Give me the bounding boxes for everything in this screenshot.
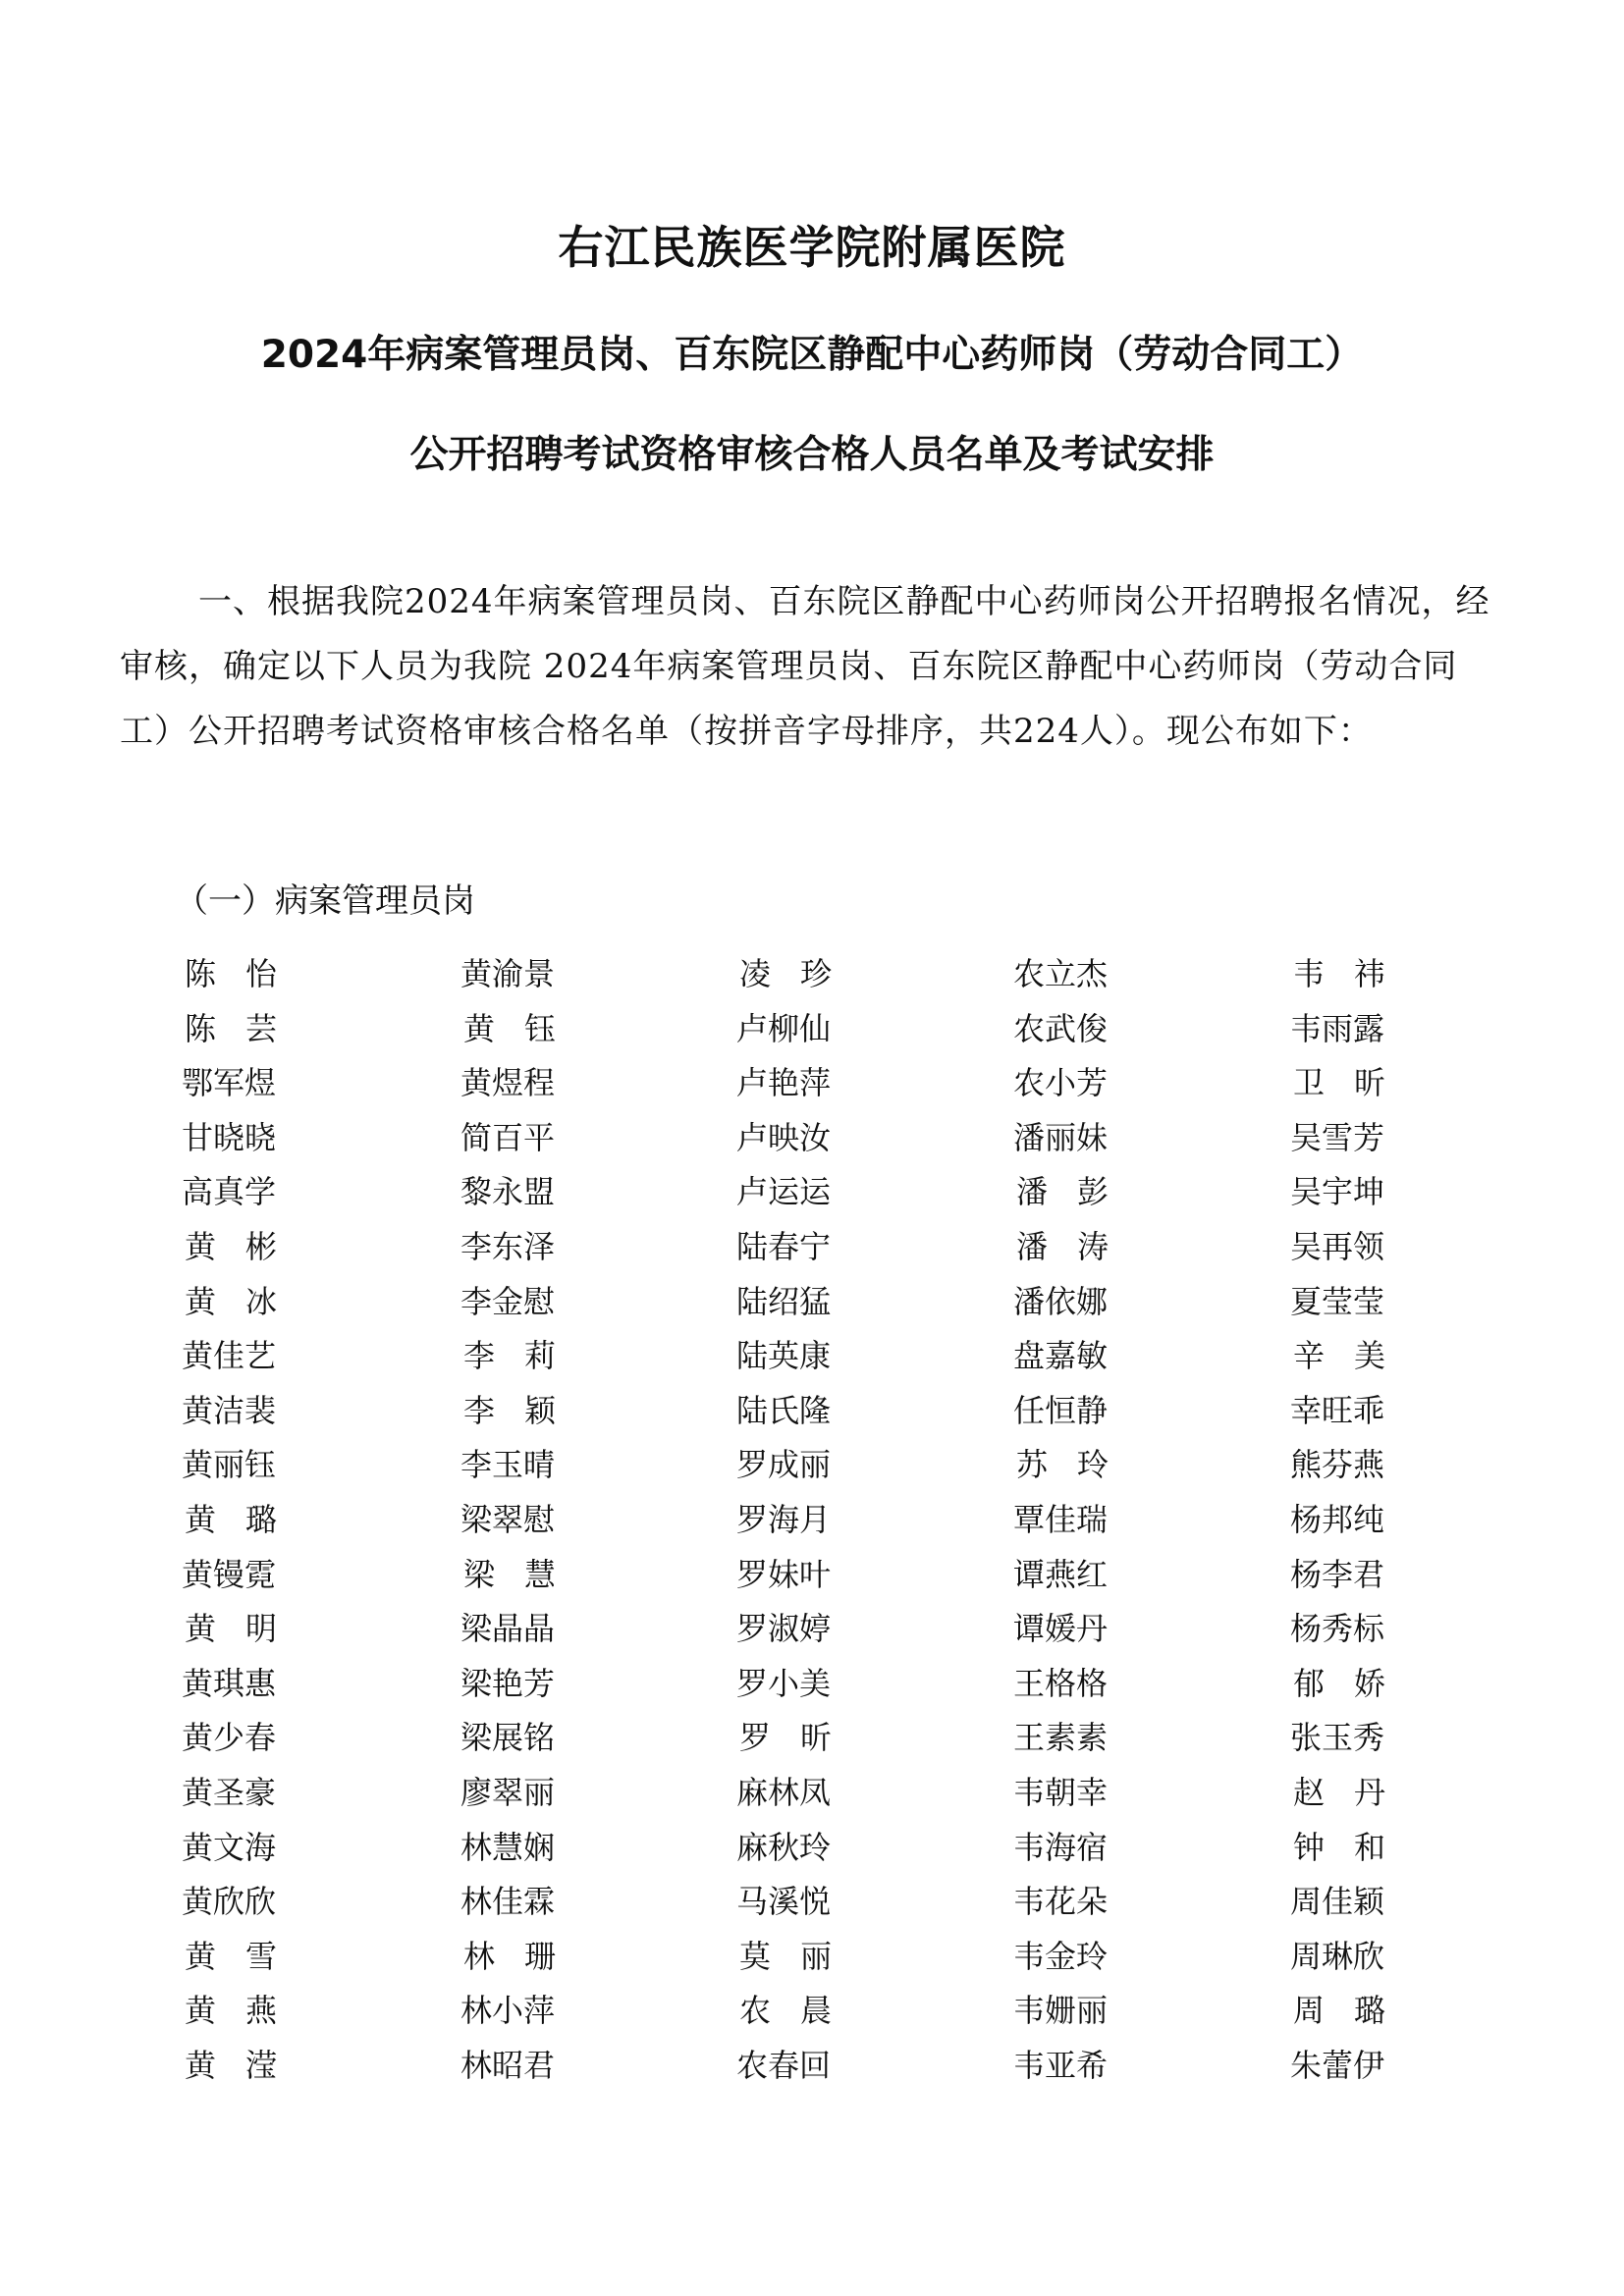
name-entry: 罗成丽 [735, 1446, 831, 1483]
name-entry: 卢柳仙 [735, 1010, 831, 1047]
name-entry: 韦姗丽 [1012, 1992, 1108, 2029]
name-entry: 黄洁裴 [181, 1392, 276, 1429]
name-entry: 凌珍 [739, 955, 862, 992]
name-entry: 黄雪 [185, 1938, 307, 1975]
name-entry: 吴宇坤 [1289, 1173, 1384, 1210]
name-entry: 黄文海 [181, 1829, 276, 1866]
name-entry: 农春回 [735, 2047, 831, 2084]
name-entry: 周琳欣 [1289, 1938, 1384, 1975]
name-entry: 鄂军煜 [181, 1064, 276, 1101]
name-entry: 简百平 [460, 1119, 555, 1156]
name-entry: 罗小美 [735, 1665, 831, 1702]
intro-paragraph: 一、根据我院2024年病案管理员岗、百东院区静配中心药师岗公开招聘报名情况，经审核，确定以下人员为我院 2024年病案管理员岗、百东院区静配中心药师岗（劳动合同工）公开招聘考试资格审核合格名单（按拼音字母排序，共224人）。现公布如下： [120, 582, 1490, 751]
name-entry: 潘依娜 [1012, 1283, 1108, 1320]
name-entry: 周佳颖 [1289, 1883, 1384, 1920]
name-entry: 黄燕 [185, 1992, 307, 2029]
name-entry: 黄冰 [185, 1283, 307, 1320]
name-entry: 辛美 [1293, 1337, 1416, 1374]
name-entry: 黄渝景 [460, 955, 555, 992]
name-entry: 罗昕 [739, 1719, 862, 1756]
name-entry: 梁翠慰 [460, 1501, 555, 1538]
name-entry: 卢运运 [735, 1173, 831, 1210]
name-entry: 吴再领 [1289, 1228, 1384, 1265]
name-entry: 郁娇 [1293, 1665, 1416, 1702]
section-heading: （一）病案管理员岗 [175, 881, 475, 921]
name-entry: 梁展铭 [460, 1719, 555, 1756]
name-entry: 杨李君 [1289, 1556, 1384, 1593]
name-entry: 麻林凤 [735, 1774, 831, 1811]
name-entry: 梁艳芳 [460, 1665, 555, 1702]
name-entry: 林慧娴 [460, 1829, 555, 1866]
name-list [0, 954, 1624, 2093]
name-entry: 农晨 [739, 1992, 862, 2029]
name-entry: 苏玲 [1016, 1446, 1139, 1483]
name-entry: 罗妹叶 [735, 1556, 831, 1593]
name-entry: 黄少春 [181, 1719, 276, 1756]
name-entry: 麻秋玲 [735, 1829, 831, 1866]
name-entry: 李颖 [463, 1392, 586, 1429]
name-entry: 韦祎 [1293, 955, 1416, 992]
name-entry: 林佳霖 [460, 1883, 555, 1920]
name-entry: 陈芸 [185, 1010, 307, 1047]
name-entry: 农小芳 [1012, 1064, 1108, 1101]
name-entry: 黄璐 [185, 1501, 307, 1538]
name-entry: 林珊 [463, 1938, 586, 1975]
name-entry: 李东泽 [460, 1228, 555, 1265]
name-entry: 甘晓晓 [181, 1119, 276, 1156]
name-entry: 杨邦纯 [1289, 1501, 1384, 1538]
name-entry: 黄滢 [185, 2047, 307, 2084]
name-entry: 杨秀标 [1289, 1610, 1384, 1647]
name-entry: 陆英康 [735, 1337, 831, 1374]
document-subtitle-2: 公开招聘考试资格审核合格人员名单及考试安排 [409, 433, 1215, 477]
name-entry: 潘丽妹 [1012, 1119, 1108, 1156]
name-entry: 韦金玲 [1012, 1938, 1108, 1975]
name-entry: 陆氏隆 [735, 1392, 831, 1429]
name-entry: 陆绍猛 [735, 1283, 831, 1320]
name-entry: 朱蕾伊 [1289, 2047, 1384, 2084]
name-entry: 熊芬燕 [1289, 1446, 1384, 1483]
name-entry: 韦朝幸 [1012, 1774, 1108, 1811]
name-entry: 莫丽 [739, 1938, 862, 1975]
name-entry: 周璐 [1293, 1992, 1416, 2029]
name-entry: 李莉 [463, 1337, 586, 1374]
name-entry: 卫昕 [1293, 1064, 1416, 1101]
name-entry: 黄彬 [185, 1228, 307, 1265]
name-entry: 黄欣欣 [181, 1883, 276, 1920]
name-entry: 梁晶晶 [460, 1610, 555, 1647]
name-entry: 潘涛 [1016, 1228, 1139, 1265]
name-entry: 林昭君 [460, 2047, 555, 2084]
name-entry: 高真学 [181, 1173, 276, 1210]
name-entry: 王格格 [1012, 1665, 1108, 1702]
name-entry: 黄丽钰 [181, 1446, 276, 1483]
name-entry: 林小萍 [460, 1992, 555, 2029]
name-entry: 廖翠丽 [460, 1774, 555, 1811]
name-entry: 韦亚希 [1012, 2047, 1108, 2084]
name-entry: 罗淑婷 [735, 1610, 831, 1647]
name-entry: 张玉秀 [1289, 1719, 1384, 1756]
name-entry: 黄佳艺 [181, 1337, 276, 1374]
name-entry: 黄琪惠 [181, 1665, 276, 1702]
name-entry: 韦花朵 [1012, 1883, 1108, 1920]
name-entry: 农武俊 [1012, 1010, 1108, 1047]
name-entry: 李玉晴 [460, 1446, 555, 1483]
name-entry: 吴雪芳 [1289, 1119, 1384, 1156]
name-entry: 黄明 [185, 1610, 307, 1647]
name-entry: 幸旺乖 [1289, 1392, 1384, 1429]
name-entry: 夏莹莹 [1289, 1283, 1384, 1320]
name-entry: 李金慰 [460, 1283, 555, 1320]
name-entry: 韦海宿 [1012, 1829, 1108, 1866]
name-entry: 潘彭 [1016, 1173, 1139, 1210]
name-entry: 陈怡 [185, 955, 307, 992]
name-entry: 罗海月 [735, 1501, 831, 1538]
document-subtitle: 2024年病案管理员岗、百东院区静配中心药师岗（劳动合同工） [260, 333, 1364, 377]
name-entry: 黎永盟 [460, 1173, 555, 1210]
name-entry: 陆春宁 [735, 1228, 831, 1265]
name-entry: 钟和 [1293, 1829, 1416, 1866]
document-title: 右江民族医学院附属医院 [558, 221, 1066, 274]
name-entry: 覃佳瑞 [1012, 1501, 1108, 1538]
name-entry: 黄钰 [463, 1010, 586, 1047]
name-entry: 黄镘霓 [181, 1556, 276, 1593]
name-entry: 卢艳萍 [735, 1064, 831, 1101]
name-entry: 黄圣豪 [181, 1774, 276, 1811]
name-entry: 赵丹 [1293, 1774, 1416, 1811]
name-entry: 黄煜程 [460, 1064, 555, 1101]
name-entry: 王素素 [1012, 1719, 1108, 1756]
name-entry: 卢映汝 [735, 1119, 831, 1156]
name-entry: 盘嘉敏 [1012, 1337, 1108, 1374]
name-entry: 任恒静 [1012, 1392, 1108, 1429]
name-entry: 谭燕红 [1012, 1556, 1108, 1593]
name-entry: 梁慧 [463, 1556, 586, 1593]
name-entry: 马溪悦 [735, 1883, 831, 1920]
name-entry: 农立杰 [1012, 955, 1108, 992]
name-entry: 韦雨露 [1289, 1010, 1384, 1047]
name-entry: 谭媛丹 [1012, 1610, 1108, 1647]
